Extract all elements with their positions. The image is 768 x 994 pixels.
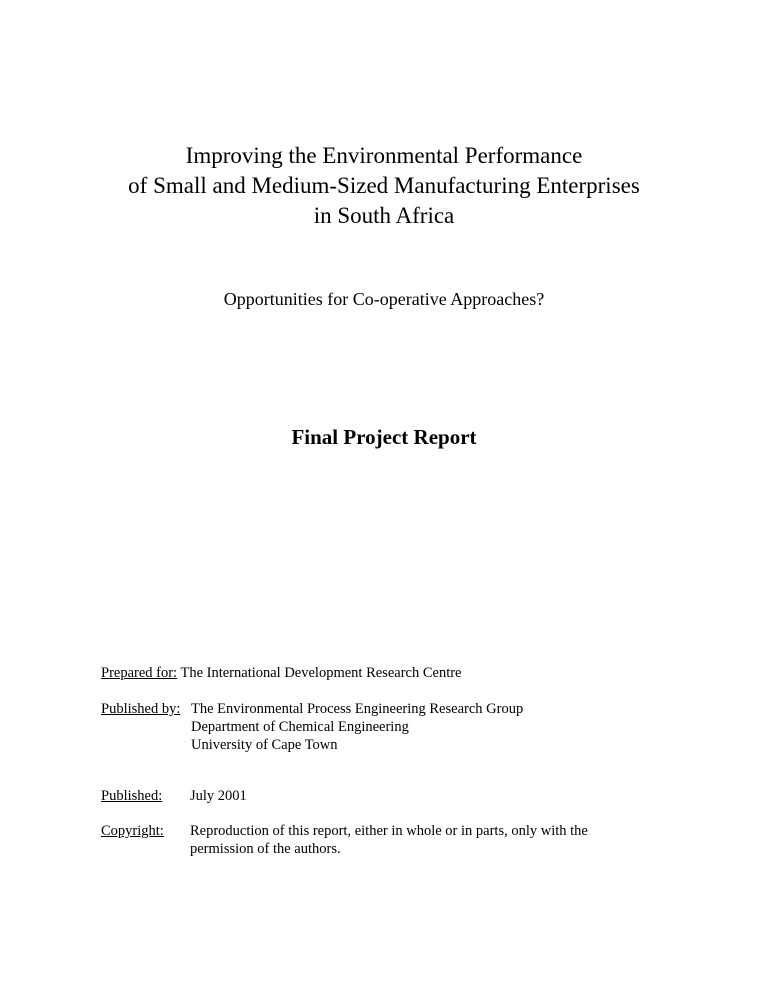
copyright-line-2: permission of the authors. (190, 841, 341, 857)
copyright-value (190, 822, 588, 858)
copyright-row (101, 822, 701, 858)
published-by-line-2: Department of Chemical Engineering (191, 719, 409, 735)
published-label: Published: (101, 788, 163, 804)
report-title (0, 141, 768, 231)
copyright-line-1: Reproduction of this report, either in whole or in parts, only with the (190, 823, 588, 839)
copyright-label: Copyright: (101, 823, 164, 839)
published-by-value (191, 700, 523, 754)
prepared-for-label: Prepared for: (101, 665, 178, 681)
prepared-for-value: The International Development Research Centre (180, 665, 462, 681)
title-line-3: in South Africa (313, 203, 455, 228)
title-line-2: of Small and Medium-Sized Manufacturing Enterprises (128, 173, 640, 198)
report-subtitle: Opportunities for Co-operative Approaches? (223, 289, 545, 309)
title-line-1: Improving the Environmental Performance (185, 143, 583, 168)
published-by-label: Published by: (101, 701, 181, 717)
prepared-for-row (101, 664, 462, 682)
published-value: July 2001 (190, 788, 247, 804)
published-row (101, 787, 401, 805)
report-type-heading: Final Project Report (291, 425, 477, 449)
published-by-line-3: University of Cape Town (191, 737, 338, 753)
published-by-line-1: The Environmental Process Engineering Research Group (191, 701, 524, 717)
published-by-row (101, 700, 601, 754)
